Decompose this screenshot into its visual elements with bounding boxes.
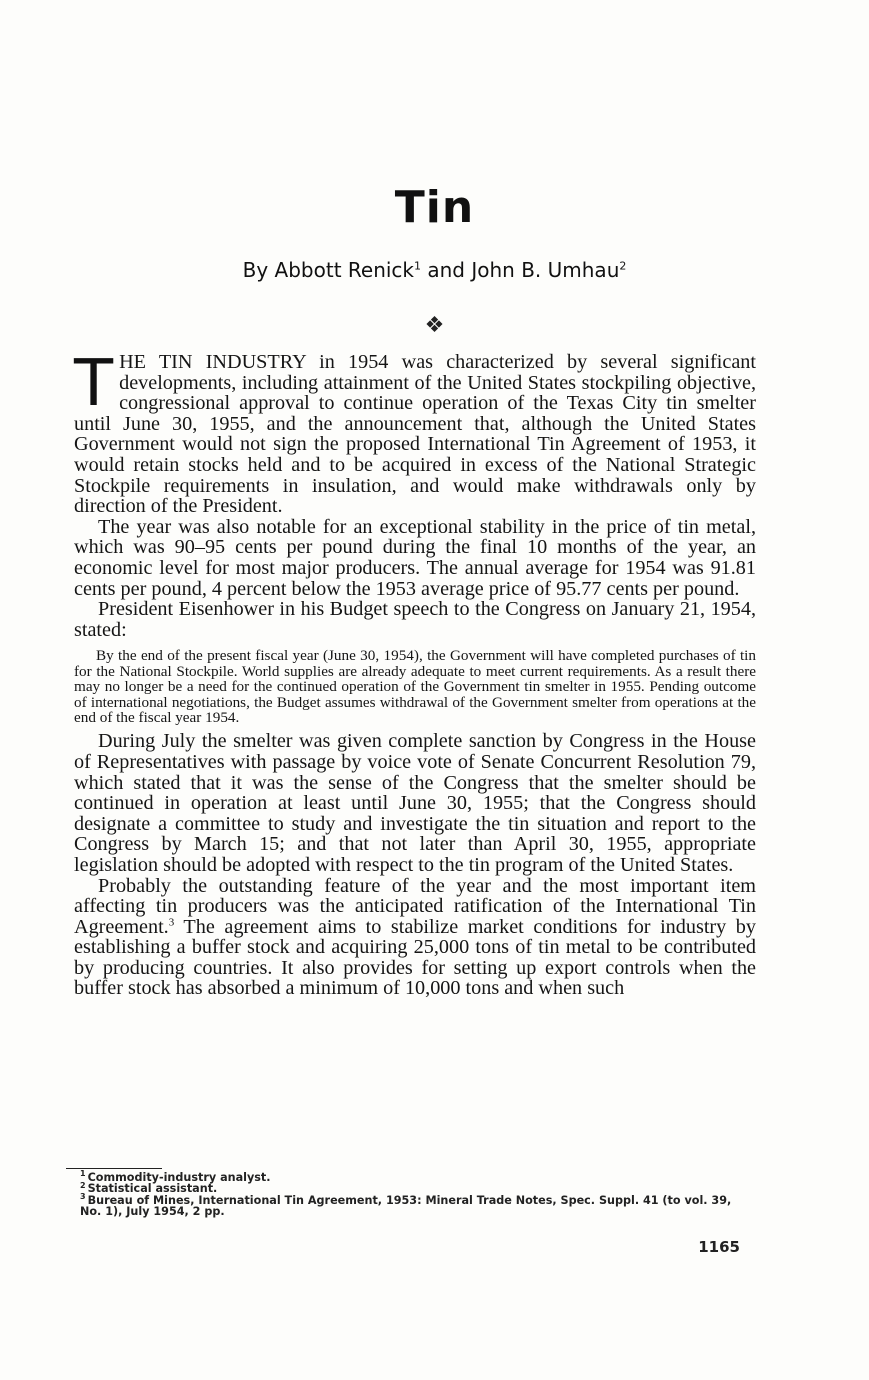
ornament-icon: ❖ [424, 312, 445, 337]
block-quote [74, 648, 756, 725]
paragraph-3: President Eisenhower in his Budget speech to the Congress on January 21, 1954, stated: [74, 598, 756, 641]
block-quote-text: By the end of the present fiscal year (June 30, 1954), the Government will have completed purchases of tin for the National Stockpile. World supplies are already adequate to meet current requirements. As a result there may no longer be a need for the continued operation of the Government tin smelter in 1955. Pending outcome of international negotiations, the Budget assumes withdrawal of the Government smelter from operations at the end of the fiscal year 1954. [74, 647, 756, 726]
article-title: Tin [394, 182, 475, 233]
drop-cap: T [74, 347, 114, 421]
paragraph-5 [74, 876, 756, 1000]
page-number: 1165 [698, 1238, 740, 1256]
paragraph-5-text-a: Probably the outstanding feature of the year and the most important item affecting tin producers was the anticipated ratification of the International Tin Agreement. [74, 874, 756, 938]
article-body [74, 347, 756, 1000]
footnote-number: 2 [80, 1180, 86, 1190]
paragraph-5-text-b: The agreement aims to stabilize market conditions for industry by establishing a buffer stock and acquiring 25,000 tons of tin metal to be contributed by producing countries. It also provides for setting up export controls when the buffer stock has absorbed a minimum of 10,000 tons and when such [74, 915, 756, 1000]
byline-author-2: and John B. Umhau [421, 258, 620, 282]
footnote-text: Commodity-industry analyst. [87, 1171, 271, 1184]
footnote-text: Statistical assistant. [87, 1182, 218, 1196]
paragraph-2: The year was also notable for an exceptional stability in the price of tin metal, which was 90–95 cents per pound during the final 10 months of the year, an economic level for most major producers. The annual average for 1954 was 91.81 cents per pound, 4 percent below the 1953 average price of 95.77 cents per pound. [74, 515, 756, 600]
footnote-number: 3 [80, 1192, 86, 1202]
paragraph-4: During July the smelter was given complete sanction by Congress in the House of Representatives with passage by voice vote of Senate Concurrent Resolution 79, which stated that it was the sense of the Congress that the smelter should be continued in operation at least until June 30, 1955; that the Congress should designate a committee to study and investigate the tin situation and report to the Congress by March 15; and that not later than April 30, 1955, appropriate legislation should be adopted with respect to the tin program of the United States. [74, 730, 756, 876]
byline [0, 258, 869, 282]
footnotes [80, 1169, 756, 1219]
footnote-mark-2: 2 [619, 259, 627, 273]
byline-author-1: By Abbott Renick [242, 258, 415, 282]
paragraph-1 [74, 347, 756, 518]
footnote-number: 1 [80, 1169, 86, 1179]
footnote-mark-1: 1 [414, 259, 422, 273]
footnote-mark-3: 3 [168, 915, 175, 928]
paragraph-1-text: HE TIN INDUSTRY in 1954 was characterized by several significant developments, including attainment of the United States stockpiling objective, congressional approval to continue operation of the Texas City tin smelter until June 30, 1955, and the announcement that, although the United States Government would not sign the proposed International Tin Agreement of 1953, it would retain stocks held and to be acquired in excess of the National Strategic Stockpile requirements in insulation, and would make withdrawals only by direction of the President. [74, 351, 756, 518]
footnote [80, 1192, 756, 1219]
footnote-text: Bureau of Mines, International Tin Agreement, 1953: Mineral Trade Notes, Spec. Suppl. 41 (to vol. 39, No. 1), July 1954, 2 pp. [80, 1193, 732, 1219]
